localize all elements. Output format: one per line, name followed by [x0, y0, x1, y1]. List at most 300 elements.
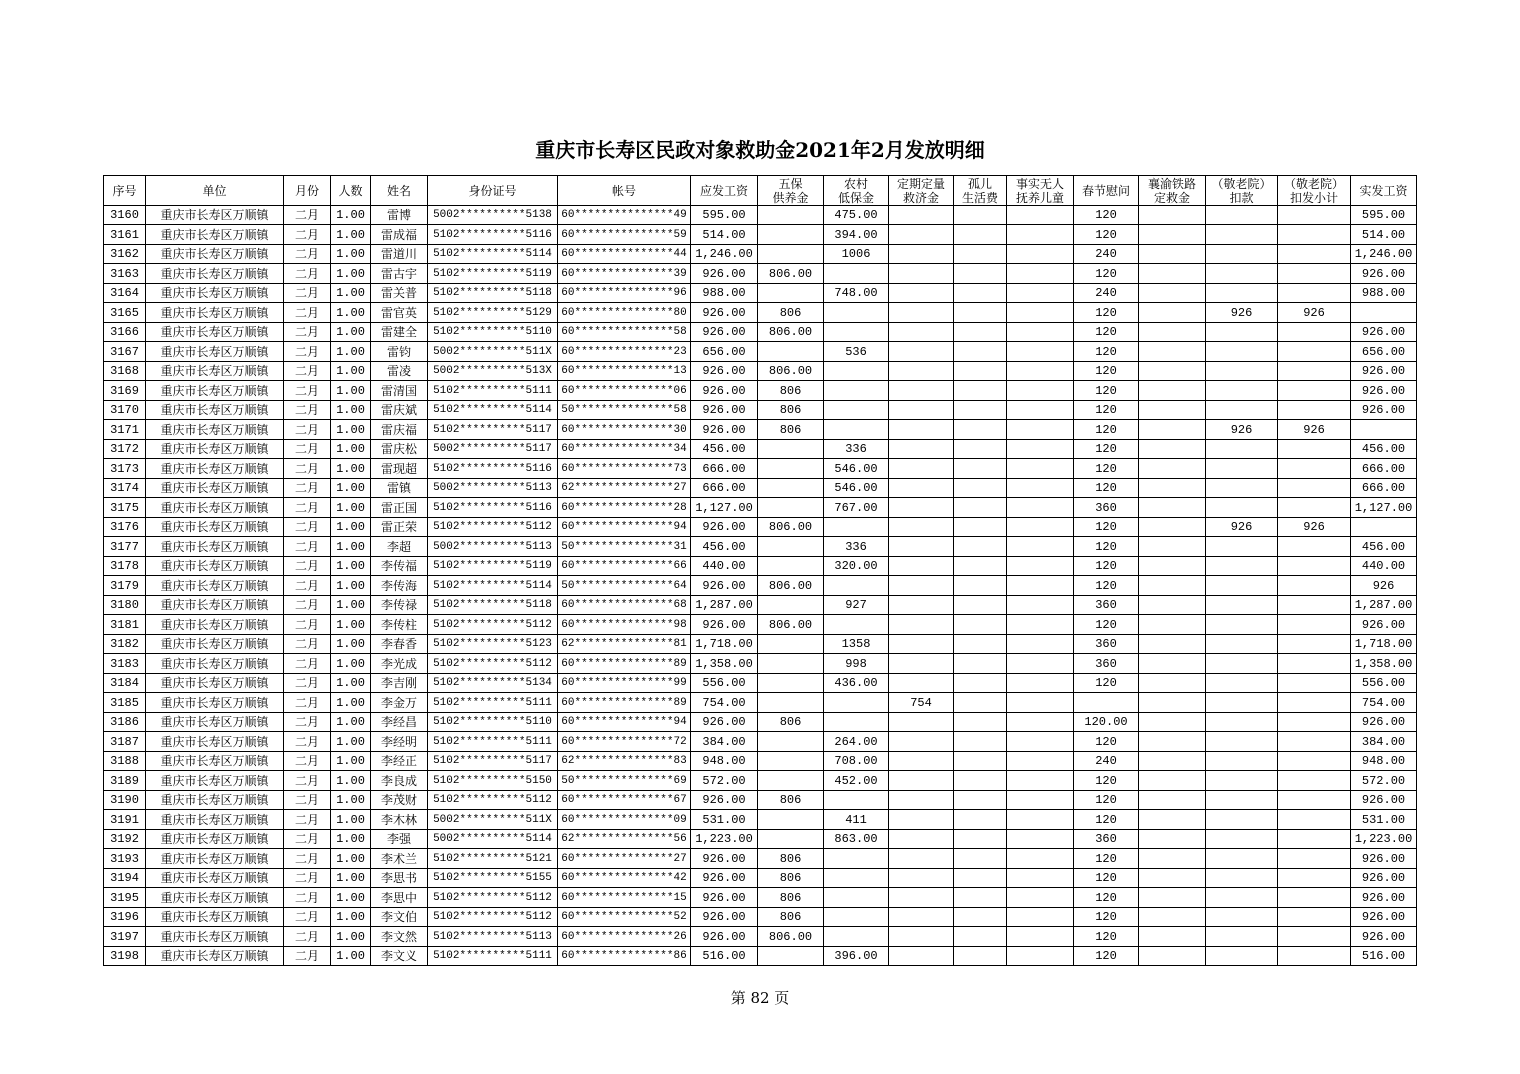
cell-xiangyu-railway-relief	[1139, 635, 1205, 653]
cell-account: 60***************39	[558, 264, 690, 283]
cell-spring-festival-visit: 120	[1074, 791, 1138, 809]
cell-unit: 重庆市长寿区万顺镇	[146, 342, 283, 361]
cell-payable: 926.00	[691, 401, 757, 419]
cell-xiangyu-railway-relief	[1139, 596, 1205, 614]
cell-payable: 926.00	[691, 303, 757, 322]
cell-seq: 3183	[104, 654, 145, 673]
cell-month: 二月	[284, 654, 330, 673]
cell-wubao-support: 806	[758, 869, 823, 887]
cell-id-number: 5102**********5112	[428, 791, 557, 809]
cell-payable: 595.00	[691, 206, 757, 224]
cell-nursing-home-withheld-subtotal	[1278, 927, 1350, 946]
cell-wubao-support	[758, 245, 823, 263]
cell-unit: 重庆市长寿区万顺镇	[146, 557, 283, 575]
cell-regular-relief	[889, 947, 953, 965]
cell-name: 李文然	[371, 927, 427, 946]
cell-name: 李思中	[371, 888, 427, 907]
cell-orphan-living	[954, 752, 1006, 770]
cell-unsupported-child	[1007, 635, 1073, 653]
cell-regular-relief	[889, 518, 953, 536]
cell-headcount: 1.00	[331, 245, 370, 263]
cell-wubao-support: 806	[758, 381, 823, 400]
cell-nursing-home-withheld-subtotal	[1278, 557, 1350, 575]
cell-wubao-support: 806	[758, 791, 823, 809]
cell-account: 62***************27	[558, 479, 690, 497]
cell-rural-dibao	[824, 381, 888, 400]
header-account-text: 帐号	[611, 183, 636, 198]
cell-nursing-home-deduction	[1206, 401, 1277, 419]
cell-unit: 重庆市长寿区万顺镇	[146, 654, 283, 673]
cell-actual-pay: 926.00	[1351, 927, 1416, 946]
cell-orphan-living	[954, 830, 1006, 848]
cell-nursing-home-withheld-subtotal	[1278, 498, 1350, 517]
cell-payable: 926.00	[691, 713, 757, 731]
cell-spring-festival-visit: 120	[1074, 323, 1138, 341]
cell-regular-relief	[889, 479, 953, 497]
cell-id-number: 5102**********5117	[428, 420, 557, 439]
cell-unit: 重庆市长寿区万顺镇	[146, 225, 283, 244]
cell-nursing-home-deduction	[1206, 947, 1277, 965]
cell-regular-relief	[889, 635, 953, 653]
cell-rural-dibao: 546.00	[824, 479, 888, 497]
cell-unit: 重庆市长寿区万顺镇	[146, 810, 283, 829]
cell-wubao-support	[758, 557, 823, 575]
cell-seq: 3166	[104, 323, 145, 341]
cell-seq: 3198	[104, 947, 145, 965]
cell-wubao-support	[758, 479, 823, 497]
cell-payable: 948.00	[691, 752, 757, 770]
cell-month: 二月	[284, 245, 330, 263]
cell-account: 60***************58	[558, 323, 690, 341]
cell-regular-relief	[889, 440, 953, 458]
cell-spring-festival-visit: 120	[1074, 225, 1138, 244]
cell-actual-pay: 666.00	[1351, 459, 1416, 478]
cell-seq: 3181	[104, 615, 145, 634]
cell-actual-pay: 1,223.00	[1351, 830, 1416, 848]
cell-rural-dibao: 536	[824, 342, 888, 361]
cell-payable: 666.00	[691, 479, 757, 497]
cell-account: 62***************56	[558, 830, 690, 848]
header-rural-dibao-text: 农村	[843, 176, 868, 191]
cell-id-number: 5002**********5113	[428, 479, 557, 497]
cell-regular-relief	[889, 420, 953, 439]
cell-account: 60***************09	[558, 810, 690, 829]
cell-wubao-support	[758, 635, 823, 653]
cell-account: 60***************23	[558, 342, 690, 361]
cell-account: 60***************94	[558, 713, 690, 731]
cell-nursing-home-deduction	[1206, 225, 1277, 244]
cell-rural-dibao	[824, 693, 888, 712]
cell-month: 二月	[284, 440, 330, 458]
cell-orphan-living	[954, 888, 1006, 907]
cell-xiangyu-railway-relief	[1139, 479, 1205, 497]
cell-orphan-living	[954, 654, 1006, 673]
cell-unit: 重庆市长寿区万顺镇	[146, 420, 283, 439]
cell-nursing-home-withheld-subtotal	[1278, 791, 1350, 809]
cell-spring-festival-visit: 240	[1074, 752, 1138, 770]
cell-seq: 3171	[104, 420, 145, 439]
cell-regular-relief	[889, 342, 953, 361]
cell-name: 李传柱	[371, 615, 427, 634]
cell-actual-pay: 1,718.00	[1351, 635, 1416, 653]
cell-account: 60***************49	[558, 206, 690, 224]
cell-unit: 重庆市长寿区万顺镇	[146, 830, 283, 848]
cell-nursing-home-withheld-subtotal	[1278, 732, 1350, 751]
cell-xiangyu-railway-relief	[1139, 284, 1205, 302]
header-spring-festival-visit	[1074, 176, 1138, 205]
cell-regular-relief	[889, 615, 953, 634]
cell-wubao-support	[758, 537, 823, 556]
cell-nursing-home-deduction	[1206, 752, 1277, 770]
cell-nursing-home-deduction: 926	[1206, 420, 1277, 439]
cell-rural-dibao	[824, 908, 888, 926]
cell-actual-pay: 948.00	[1351, 752, 1416, 770]
header-unit-text: 单位	[202, 183, 227, 198]
cell-id-number: 5102**********5114	[428, 245, 557, 263]
cell-actual-pay	[1351, 518, 1416, 536]
cell-month: 二月	[284, 342, 330, 361]
cell-orphan-living	[954, 791, 1006, 809]
cell-account: 60***************89	[558, 693, 690, 712]
cell-rural-dibao	[824, 323, 888, 341]
cell-wubao-support	[758, 225, 823, 244]
cell-name: 雷关普	[371, 284, 427, 302]
cell-seq: 3184	[104, 674, 145, 692]
cell-payable: 926.00	[691, 869, 757, 887]
cell-xiangyu-railway-relief	[1139, 888, 1205, 907]
cell-xiangyu-railway-relief	[1139, 849, 1205, 868]
header-account	[558, 176, 690, 205]
cell-month: 二月	[284, 537, 330, 556]
cell-unsupported-child	[1007, 791, 1073, 809]
cell-unit: 重庆市长寿区万顺镇	[146, 888, 283, 907]
cell-id-number: 5102**********5111	[428, 732, 557, 751]
cell-account: 60***************66	[558, 557, 690, 575]
cell-payable: 926.00	[691, 264, 757, 283]
cell-wubao-support	[758, 752, 823, 770]
cell-orphan-living	[954, 596, 1006, 614]
cell-spring-festival-visit: 120	[1074, 342, 1138, 361]
cell-payable: 666.00	[691, 459, 757, 478]
cell-month: 二月	[284, 888, 330, 907]
cell-spring-festival-visit: 360	[1074, 498, 1138, 517]
cell-unit: 重庆市长寿区万顺镇	[146, 713, 283, 731]
cell-id-number: 5102**********5116	[428, 225, 557, 244]
cell-name: 李文伯	[371, 908, 427, 926]
cell-xiangyu-railway-relief	[1139, 498, 1205, 517]
cell-nursing-home-withheld-subtotal	[1278, 342, 1350, 361]
cell-month: 二月	[284, 713, 330, 731]
cell-name: 雷正国	[371, 498, 427, 517]
cell-regular-relief	[889, 284, 953, 302]
cell-seq: 3165	[104, 303, 145, 322]
cell-headcount: 1.00	[331, 869, 370, 887]
cell-wubao-support: 806	[758, 401, 823, 419]
cell-seq: 3172	[104, 440, 145, 458]
cell-headcount: 1.00	[331, 459, 370, 478]
cell-unsupported-child	[1007, 596, 1073, 614]
cell-nursing-home-withheld-subtotal	[1278, 888, 1350, 907]
cell-month: 二月	[284, 869, 330, 887]
cell-unit: 重庆市长寿区万顺镇	[146, 635, 283, 653]
cell-seq: 3161	[104, 225, 145, 244]
cell-month: 二月	[284, 264, 330, 283]
cell-id-number: 5002**********511X	[428, 810, 557, 829]
cell-orphan-living	[954, 869, 1006, 887]
cell-seq: 3175	[104, 498, 145, 517]
cell-seq: 3162	[104, 245, 145, 263]
cell-nursing-home-deduction	[1206, 596, 1277, 614]
cell-actual-pay: 456.00	[1351, 537, 1416, 556]
cell-id-number: 5102**********5150	[428, 771, 557, 790]
cell-actual-pay: 926.00	[1351, 791, 1416, 809]
cell-month: 二月	[284, 927, 330, 946]
cell-orphan-living	[954, 557, 1006, 575]
cell-nursing-home-deduction	[1206, 615, 1277, 634]
cell-account: 62***************83	[558, 752, 690, 770]
cell-seq: 3179	[104, 576, 145, 595]
cell-seq: 3195	[104, 888, 145, 907]
header-xiangyu-railway-relief-text: 定救金	[1153, 190, 1190, 205]
cell-xiangyu-railway-relief	[1139, 420, 1205, 439]
cell-name: 李经昌	[371, 713, 427, 731]
cell-orphan-living	[954, 303, 1006, 322]
cell-name: 李文义	[371, 947, 427, 965]
cell-name: 雷古宇	[371, 264, 427, 283]
cell-account: 60***************15	[558, 888, 690, 907]
cell-unit: 重庆市长寿区万顺镇	[146, 459, 283, 478]
cell-orphan-living	[954, 284, 1006, 302]
header-name-text: 姓名	[386, 183, 411, 198]
cell-account: 60***************67	[558, 791, 690, 809]
cell-unit: 重庆市长寿区万顺镇	[146, 362, 283, 380]
cell-rural-dibao	[824, 888, 888, 907]
cell-actual-pay: 595.00	[1351, 206, 1416, 224]
cell-headcount: 1.00	[331, 401, 370, 419]
cell-month: 二月	[284, 381, 330, 400]
cell-orphan-living	[954, 693, 1006, 712]
cell-headcount: 1.00	[331, 654, 370, 673]
cell-unsupported-child	[1007, 849, 1073, 868]
cell-seq: 3189	[104, 771, 145, 790]
cell-xiangyu-railway-relief	[1139, 440, 1205, 458]
cell-orphan-living	[954, 576, 1006, 595]
cell-payable: 572.00	[691, 771, 757, 790]
cell-orphan-living	[954, 245, 1006, 263]
cell-orphan-living	[954, 713, 1006, 731]
cell-rural-dibao: 1358	[824, 635, 888, 653]
cell-name: 李超	[371, 537, 427, 556]
cell-account: 60***************89	[558, 654, 690, 673]
cell-payable: 1,223.00	[691, 830, 757, 848]
cell-wubao-support	[758, 498, 823, 517]
cell-unit: 重庆市长寿区万顺镇	[146, 732, 283, 751]
cell-wubao-support: 806	[758, 420, 823, 439]
cell-id-number: 5102**********5129	[428, 303, 557, 322]
cell-rural-dibao	[824, 518, 888, 536]
cell-unsupported-child	[1007, 537, 1073, 556]
cell-xiangyu-railway-relief	[1139, 654, 1205, 673]
cell-unsupported-child	[1007, 674, 1073, 692]
cell-month: 二月	[284, 674, 330, 692]
cell-id-number: 5102**********5110	[428, 323, 557, 341]
cell-unit: 重庆市长寿区万顺镇	[146, 440, 283, 458]
cell-nursing-home-deduction	[1206, 557, 1277, 575]
cell-nursing-home-withheld-subtotal	[1278, 440, 1350, 458]
cell-headcount: 1.00	[331, 557, 370, 575]
cell-unit: 重庆市长寿区万顺镇	[146, 615, 283, 634]
cell-headcount: 1.00	[331, 849, 370, 868]
cell-rural-dibao: 394.00	[824, 225, 888, 244]
cell-unsupported-child	[1007, 908, 1073, 926]
cell-orphan-living	[954, 459, 1006, 478]
cell-id-number: 5102**********5114	[428, 401, 557, 419]
cell-unsupported-child	[1007, 713, 1073, 731]
cell-seq: 3173	[104, 459, 145, 478]
cell-nursing-home-deduction	[1206, 459, 1277, 478]
cell-month: 二月	[284, 908, 330, 926]
cell-name: 雷现超	[371, 459, 427, 478]
cell-regular-relief	[889, 401, 953, 419]
cell-xiangyu-railway-relief	[1139, 206, 1205, 224]
cell-account: 60***************52	[558, 908, 690, 926]
cell-name: 李传福	[371, 557, 427, 575]
cell-regular-relief	[889, 576, 953, 595]
cell-nursing-home-withheld-subtotal	[1278, 479, 1350, 497]
cell-headcount: 1.00	[331, 674, 370, 692]
cell-account: 62***************81	[558, 635, 690, 653]
cell-regular-relief	[889, 732, 953, 751]
cell-month: 二月	[284, 576, 330, 595]
cell-orphan-living	[954, 362, 1006, 380]
cell-wubao-support: 806	[758, 849, 823, 868]
cell-nursing-home-withheld-subtotal	[1278, 362, 1350, 380]
cell-name: 李春香	[371, 635, 427, 653]
cell-rural-dibao: 320.00	[824, 557, 888, 575]
cell-unsupported-child	[1007, 401, 1073, 419]
cell-nursing-home-deduction	[1206, 498, 1277, 517]
cell-month: 二月	[284, 284, 330, 302]
cell-nursing-home-withheld-subtotal	[1278, 869, 1350, 887]
cell-name: 雷道川	[371, 245, 427, 263]
cell-actual-pay: 384.00	[1351, 732, 1416, 751]
cell-actual-pay: 926.00	[1351, 323, 1416, 341]
cell-payable: 926.00	[691, 908, 757, 926]
cell-rural-dibao	[824, 849, 888, 868]
cell-orphan-living	[954, 635, 1006, 653]
cell-payable: 384.00	[691, 732, 757, 751]
header-id-number	[428, 176, 557, 205]
cell-unsupported-child	[1007, 518, 1073, 536]
cell-id-number: 5102**********5117	[428, 752, 557, 770]
cell-nursing-home-deduction	[1206, 908, 1277, 926]
cell-unit: 重庆市长寿区万顺镇	[146, 596, 283, 614]
cell-month: 二月	[284, 362, 330, 380]
cell-xiangyu-railway-relief	[1139, 576, 1205, 595]
cell-unsupported-child	[1007, 771, 1073, 790]
cell-xiangyu-railway-relief	[1139, 557, 1205, 575]
cell-regular-relief	[889, 498, 953, 517]
cell-headcount: 1.00	[331, 947, 370, 965]
cell-nursing-home-deduction	[1206, 264, 1277, 283]
cell-wubao-support: 806.00	[758, 576, 823, 595]
cell-spring-festival-visit: 120	[1074, 674, 1138, 692]
cell-wubao-support: 806.00	[758, 615, 823, 634]
cell-id-number: 5002**********5113	[428, 537, 557, 556]
cell-spring-festival-visit: 120	[1074, 947, 1138, 965]
cell-account: 60***************26	[558, 927, 690, 946]
cell-orphan-living	[954, 342, 1006, 361]
cell-id-number: 5102**********5123	[428, 635, 557, 653]
cell-month: 二月	[284, 479, 330, 497]
cell-nursing-home-deduction	[1206, 771, 1277, 790]
cell-name: 李强	[371, 830, 427, 848]
cell-nursing-home-withheld-subtotal	[1278, 908, 1350, 926]
cell-spring-festival-visit: 360	[1074, 654, 1138, 673]
cell-nursing-home-deduction	[1206, 888, 1277, 907]
cell-month: 二月	[284, 635, 330, 653]
cell-unit: 重庆市长寿区万顺镇	[146, 849, 283, 868]
cell-regular-relief	[889, 264, 953, 283]
cell-id-number: 5102**********5119	[428, 557, 557, 575]
cell-id-number: 5002**********513X	[428, 362, 557, 380]
cell-actual-pay: 531.00	[1351, 810, 1416, 829]
cell-seq: 3187	[104, 732, 145, 751]
cell-regular-relief	[889, 888, 953, 907]
cell-actual-pay: 926.00	[1351, 381, 1416, 400]
cell-payable: 556.00	[691, 674, 757, 692]
cell-orphan-living	[954, 732, 1006, 751]
cell-account: 60***************27	[558, 849, 690, 868]
cell-nursing-home-deduction	[1206, 810, 1277, 829]
cell-name: 李木林	[371, 810, 427, 829]
cell-spring-festival-visit: 120	[1074, 459, 1138, 478]
cell-xiangyu-railway-relief	[1139, 869, 1205, 887]
cell-regular-relief	[889, 381, 953, 400]
cell-actual-pay: 988.00	[1351, 284, 1416, 302]
cell-account: 50***************69	[558, 771, 690, 790]
cell-unit: 重庆市长寿区万顺镇	[146, 791, 283, 809]
cell-xiangyu-railway-relief	[1139, 947, 1205, 965]
header-seq-text: 序号	[112, 183, 137, 198]
cell-payable: 926.00	[691, 849, 757, 868]
cell-payable: 440.00	[691, 557, 757, 575]
cell-unit: 重庆市长寿区万顺镇	[146, 908, 283, 926]
cell-spring-festival-visit: 120	[1074, 303, 1138, 322]
header-month-text: 月份	[294, 183, 319, 198]
cell-month: 二月	[284, 830, 330, 848]
cell-payable: 988.00	[691, 284, 757, 302]
header-name	[371, 176, 427, 205]
cell-nursing-home-deduction	[1206, 791, 1277, 809]
cell-spring-festival-visit: 120	[1074, 927, 1138, 946]
cell-spring-festival-visit: 120	[1074, 615, 1138, 634]
cell-nursing-home-withheld-subtotal	[1278, 713, 1350, 731]
cell-nursing-home-withheld-subtotal	[1278, 635, 1350, 653]
cell-wubao-support: 806.00	[758, 362, 823, 380]
cell-headcount: 1.00	[331, 693, 370, 712]
cell-headcount: 1.00	[331, 888, 370, 907]
cell-rural-dibao	[824, 420, 888, 439]
cell-regular-relief	[889, 674, 953, 692]
cell-account: 60***************86	[558, 947, 690, 965]
cell-actual-pay: 440.00	[1351, 557, 1416, 575]
cell-nursing-home-withheld-subtotal	[1278, 615, 1350, 634]
cell-unit: 重庆市长寿区万顺镇	[146, 947, 283, 965]
cell-payable: 926.00	[691, 518, 757, 536]
header-unsupported-child	[1007, 176, 1073, 205]
cell-unit: 重庆市长寿区万顺镇	[146, 206, 283, 224]
